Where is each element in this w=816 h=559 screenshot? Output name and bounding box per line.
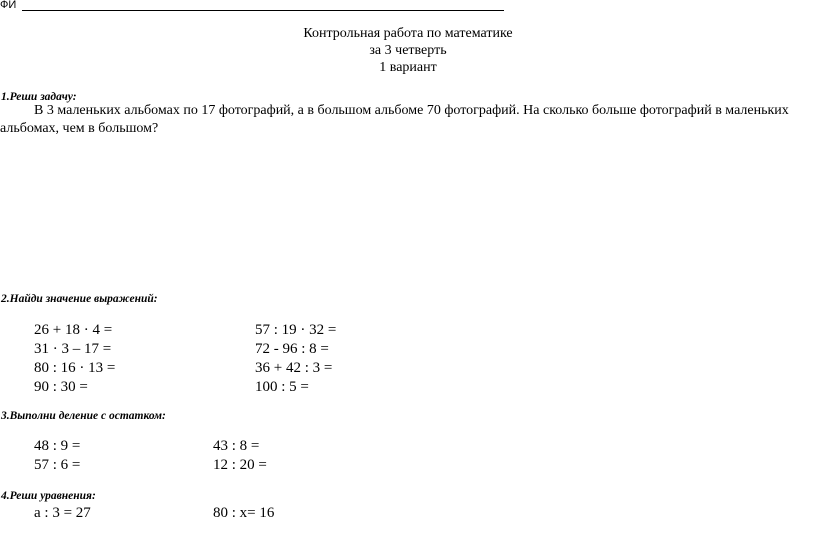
division-expression: 12 : 20 = bbox=[213, 457, 267, 473]
title-line-1: Контрольная работа по математике bbox=[303, 26, 513, 41]
task-3-heading: 3.Выполни деление с остатком: bbox=[1, 410, 166, 422]
title-line-3: 1 вариант bbox=[379, 60, 437, 75]
division-expression: 57 : 6 = bbox=[34, 457, 81, 473]
division-expression: 43 : 8 = bbox=[213, 438, 260, 454]
fi-label: ФИ bbox=[0, 0, 17, 11]
expression: 72 - 96 : 8 = bbox=[255, 341, 329, 357]
equation: 80 : x= 16 bbox=[213, 505, 275, 521]
fi-underline bbox=[22, 10, 504, 11]
equation: a : 3 = 27 bbox=[34, 505, 91, 521]
expression: 36 + 42 : 3 = bbox=[255, 360, 333, 376]
task-1-text-line-2: альбомах, чем в большом? bbox=[0, 121, 159, 136]
task-2-heading: 2.Найди значение выражений: bbox=[1, 293, 158, 305]
task-4-heading: 4.Реши уравнения: bbox=[1, 490, 96, 502]
task-1-heading: 1.Реши задачу: bbox=[1, 91, 77, 103]
title-line-2: за 3 четверть bbox=[369, 43, 447, 58]
expression: 90 : 30 = bbox=[34, 379, 88, 395]
expression: 100 : 5 = bbox=[255, 379, 309, 395]
expression: 80 : 16 · 13 = bbox=[34, 360, 116, 376]
division-expression: 48 : 9 = bbox=[34, 438, 81, 454]
task-1-text-line-1: В 3 маленьких альбомах по 17 фотографий, а в большом альбоме 70 фотографий. На сколько больше фотографий в маленьких bbox=[34, 103, 789, 118]
expression: 57 : 19 · 32 = bbox=[255, 322, 337, 338]
expression: 26 + 18 · 4 = bbox=[34, 322, 113, 338]
expression: 31 · 3 – 17 = bbox=[34, 341, 112, 357]
